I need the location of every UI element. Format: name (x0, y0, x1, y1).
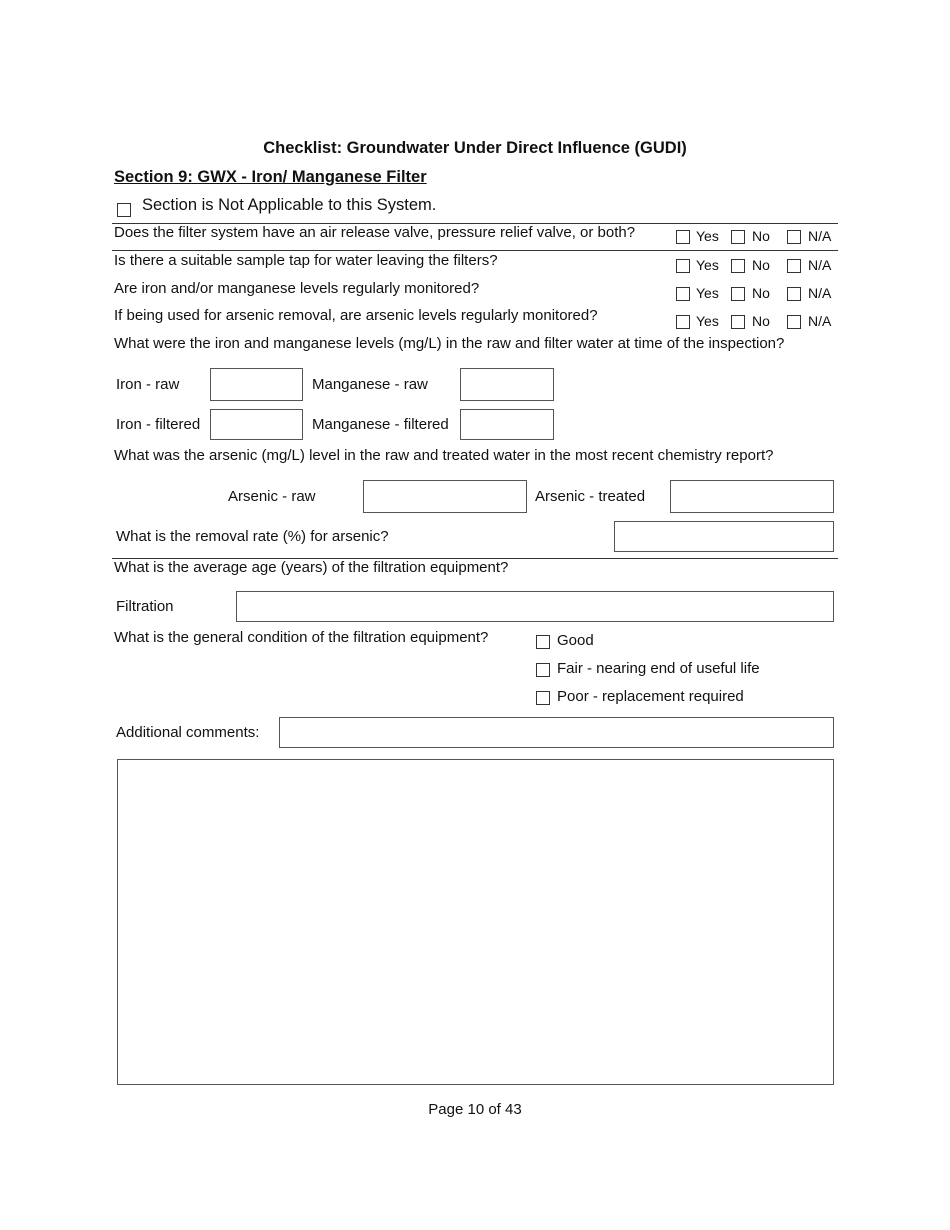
q1-yes-label: Yes (696, 228, 719, 244)
q1-no-checkbox[interactable] (731, 230, 745, 244)
q1-na-checkbox[interactable] (787, 230, 801, 244)
page-number: Page 10 of 43 (428, 1101, 522, 1118)
condition-poor-checkbox[interactable] (536, 691, 550, 705)
arsenic-raw-label: Arsenic - raw (228, 488, 316, 505)
arsenic-removal-input[interactable] (614, 521, 834, 552)
q4-yes-label: Yes (696, 313, 719, 329)
levels-question: What were the iron and manganese levels (mg/L) in the raw and filter water at time of the inspection? (114, 335, 785, 352)
q2-na-label: N/A (808, 257, 832, 273)
manganese-filtered-label: Manganese - filtered (312, 416, 449, 433)
q3-no-checkbox[interactable] (731, 287, 745, 301)
q1-no-label: No (752, 228, 770, 244)
iron-filtered-label: Iron - filtered (116, 416, 201, 433)
q2-yes-checkbox[interactable] (676, 259, 690, 273)
condition-question: What is the general condition of the filtration equipment? (114, 629, 489, 646)
comments-textarea[interactable] (117, 759, 834, 1085)
q3-yes-label: Yes (696, 285, 719, 301)
q4-yes-checkbox[interactable] (676, 315, 690, 329)
q1-yes-checkbox[interactable] (676, 230, 690, 244)
condition-good-label: Good (557, 632, 594, 649)
manganese-filtered-input[interactable] (460, 409, 554, 440)
q2-na-checkbox[interactable] (787, 259, 801, 273)
arsenic-treated-input[interactable] (670, 480, 834, 513)
iron-filtered-input[interactable] (210, 409, 303, 440)
iron-raw-input[interactable] (210, 368, 303, 401)
q4-no-checkbox[interactable] (731, 315, 745, 329)
manganese-raw-label: Manganese - raw (312, 376, 428, 393)
arsenic-removal-question: What is the removal rate (%) for arsenic? (116, 528, 389, 545)
q4-na-checkbox[interactable] (787, 315, 801, 329)
filtration-age-input[interactable] (236, 591, 834, 622)
q3-yes-checkbox[interactable] (676, 287, 690, 301)
page-title: Checklist: Groundwater Under Direct Influence (GUDI) (263, 139, 687, 157)
condition-fair-checkbox[interactable] (536, 663, 550, 677)
comments-header-box (279, 717, 834, 748)
q3-na-checkbox[interactable] (787, 287, 801, 301)
question-iron-manganese-monitored: Are iron and/or manganese levels regularly monitored? (114, 280, 480, 297)
condition-poor-label: Poor - replacement required (557, 688, 744, 705)
comments-label: Additional comments: (116, 724, 260, 741)
question-sample-tap: Is there a suitable sample tap for water leaving the filters? (114, 252, 498, 269)
divider (112, 250, 838, 251)
condition-good-checkbox[interactable] (536, 635, 550, 649)
q2-no-label: No (752, 257, 770, 273)
q1-na-label: N/A (808, 228, 832, 244)
q4-no-label: No (752, 313, 770, 329)
arsenic-treated-label: Arsenic - treated (535, 488, 646, 505)
q3-no-label: No (752, 285, 770, 301)
q2-no-checkbox[interactable] (731, 259, 745, 273)
question-air-release-valve: Does the filter system have an air release valve, pressure relief valve, or both? (114, 224, 636, 241)
q3-na-label: N/A (808, 285, 832, 301)
manganese-raw-input[interactable] (460, 368, 554, 401)
q4-na-label: N/A (808, 313, 832, 329)
filtration-label: Filtration (116, 598, 174, 615)
arsenic-question: What was the arsenic (mg/L) level in the raw and treated water in the most recent chemistry report? (114, 447, 774, 464)
question-arsenic-monitored: If being used for arsenic removal, are arsenic levels regularly monitored? (114, 307, 598, 324)
not-applicable-checkbox[interactable] (117, 203, 131, 217)
condition-fair-label: Fair - nearing end of useful life (557, 660, 760, 677)
age-question: What is the average age (years) of the filtration equipment? (114, 559, 509, 576)
not-applicable-label: Section is Not Applicable to this System. (142, 196, 437, 214)
arsenic-raw-input[interactable] (363, 480, 527, 513)
iron-raw-label: Iron - raw (116, 376, 180, 393)
section-heading: Section 9: GWX - Iron/ Manganese Filter (114, 168, 427, 186)
q2-yes-label: Yes (696, 257, 719, 273)
